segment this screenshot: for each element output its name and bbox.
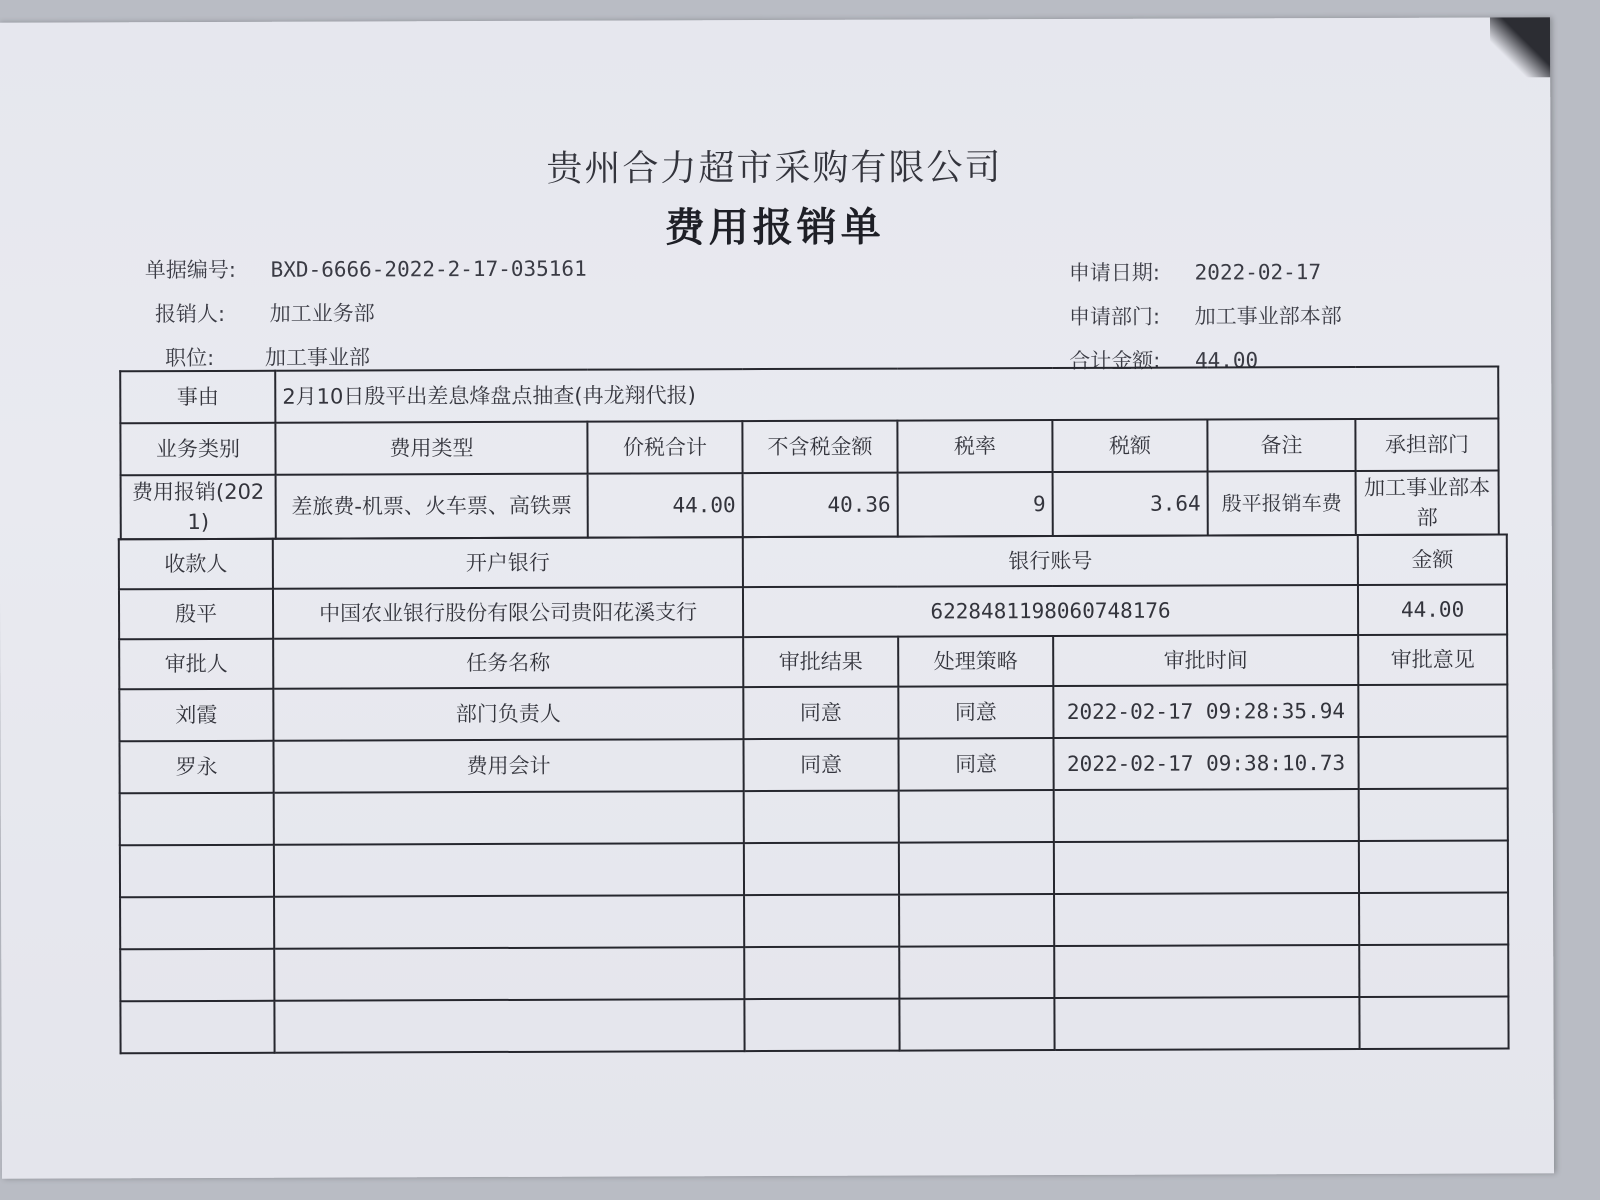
reason-row <box>120 366 1498 423</box>
position-value: 加工事业部 <box>264 345 370 370</box>
empty-row <box>120 840 1508 897</box>
reason-label: 事由 <box>120 371 275 424</box>
empty-row <box>120 892 1508 949</box>
expense-form-paper <box>0 17 1554 1178</box>
payee-amount: 44.00 <box>1358 584 1507 635</box>
payee-name: 殷平 <box>119 589 273 640</box>
header-approver: 审批人 <box>119 639 273 690</box>
header-total-with-tax: 价税合计 <box>587 421 742 474</box>
approval-approver: 刘霞 <box>119 689 273 742</box>
payee-header-row <box>119 534 1507 589</box>
approval-strategy: 同意 <box>898 738 1053 791</box>
header-tax-rate: 税率 <box>897 420 1052 473</box>
doc-no-label: 单据编号: <box>144 257 236 283</box>
expense-type: 差旅费-机票、火车票、高铁票 <box>276 474 588 539</box>
approval-opinion <box>1359 736 1508 789</box>
approval-task: 部门负责人 <box>273 687 743 741</box>
header-bank: 开户银行 <box>273 537 743 589</box>
header-amount-ex-tax: 不含税金额 <box>742 421 897 474</box>
payee-account: 6228481198060748176 <box>743 585 1358 637</box>
header-opinion: 审批意见 <box>1358 634 1507 685</box>
approval-row <box>119 736 1507 793</box>
expense-row <box>121 470 1499 539</box>
empty-row <box>120 788 1508 845</box>
header-payee-amount: 金额 <box>1358 534 1507 585</box>
reason-value: 2月10日殷平出差息烽盘点抽查(冉龙翔代报) <box>275 366 1498 422</box>
company-name: 贵州合力超市采购有限公司 <box>546 147 1003 190</box>
header-type: 费用类型 <box>275 422 587 475</box>
expense-tax-amount: 3.64 <box>1053 471 1208 536</box>
doc-no-row <box>145 253 587 285</box>
payee-approval-table <box>118 533 1510 1054</box>
approval-task: 费用会计 <box>273 739 743 793</box>
header-time: 审批时间 <box>1053 635 1358 686</box>
claimant-value: 加工业务部 <box>269 301 375 326</box>
claimant-row <box>155 297 375 328</box>
payee-row <box>119 584 1507 639</box>
apply-date-value: 2022-02-17 <box>1194 260 1322 285</box>
empty-row <box>120 944 1508 1001</box>
approval-result: 同意 <box>743 739 898 792</box>
header-account: 银行账号 <box>743 535 1358 587</box>
position-row <box>165 341 370 372</box>
approval-approver: 罗永 <box>119 741 273 794</box>
header-category: 业务类别 <box>120 423 275 476</box>
apply-dept-value: 加工事业部本部 <box>1194 304 1342 329</box>
header-remark: 备注 <box>1207 419 1355 472</box>
approval-time: 2022-02-17 09:38:10.73 <box>1053 737 1358 790</box>
approval-strategy: 同意 <box>898 686 1053 739</box>
expense-remark: 殷平报销车费 <box>1208 471 1356 536</box>
empty-row <box>120 996 1508 1053</box>
expense-dept: 加工事业部本部 <box>1356 470 1499 534</box>
apply-date-label: 申请日期: <box>1068 260 1160 285</box>
expense-tax-rate: 9 <box>898 472 1053 537</box>
header-tax-amount: 税额 <box>1052 419 1207 472</box>
apply-date-row <box>1069 256 1321 287</box>
approval-opinion <box>1358 684 1507 737</box>
claimant-label: 报销人: <box>154 301 226 327</box>
background-corner <box>1490 17 1550 77</box>
header-task: 任务名称 <box>273 637 743 689</box>
payee-bank: 中国农业银行股份有限公司贵阳花溪支行 <box>273 587 743 639</box>
position-label: 职位: <box>165 345 215 371</box>
expense-header-row <box>120 418 1498 475</box>
approval-row <box>119 684 1507 741</box>
header-dept: 承担部门 <box>1355 418 1498 470</box>
header-strategy: 处理策略 <box>898 636 1053 687</box>
header-payee: 收款人 <box>119 539 273 590</box>
expense-total-with-tax: 44.00 <box>588 473 743 538</box>
doc-no-value: BXD-6666-2022-2-17-035161 <box>270 256 587 282</box>
approval-header-row <box>119 634 1507 689</box>
apply-dept-row <box>1069 300 1342 331</box>
expense-table <box>119 365 1500 540</box>
form-title: 费用报销单 <box>664 204 885 252</box>
expense-amount-ex-tax: 40.36 <box>743 473 898 538</box>
expense-category: 费用报销(2021) <box>121 475 276 540</box>
total-value: 44.00 <box>1194 348 1259 373</box>
total-label: 合计金额: <box>1069 348 1161 373</box>
approval-result: 同意 <box>743 687 898 740</box>
apply-dept-label: 申请部门: <box>1068 304 1161 329</box>
approval-time: 2022-02-17 09:28:35.94 <box>1053 685 1358 738</box>
header-result: 审批结果 <box>743 637 898 688</box>
